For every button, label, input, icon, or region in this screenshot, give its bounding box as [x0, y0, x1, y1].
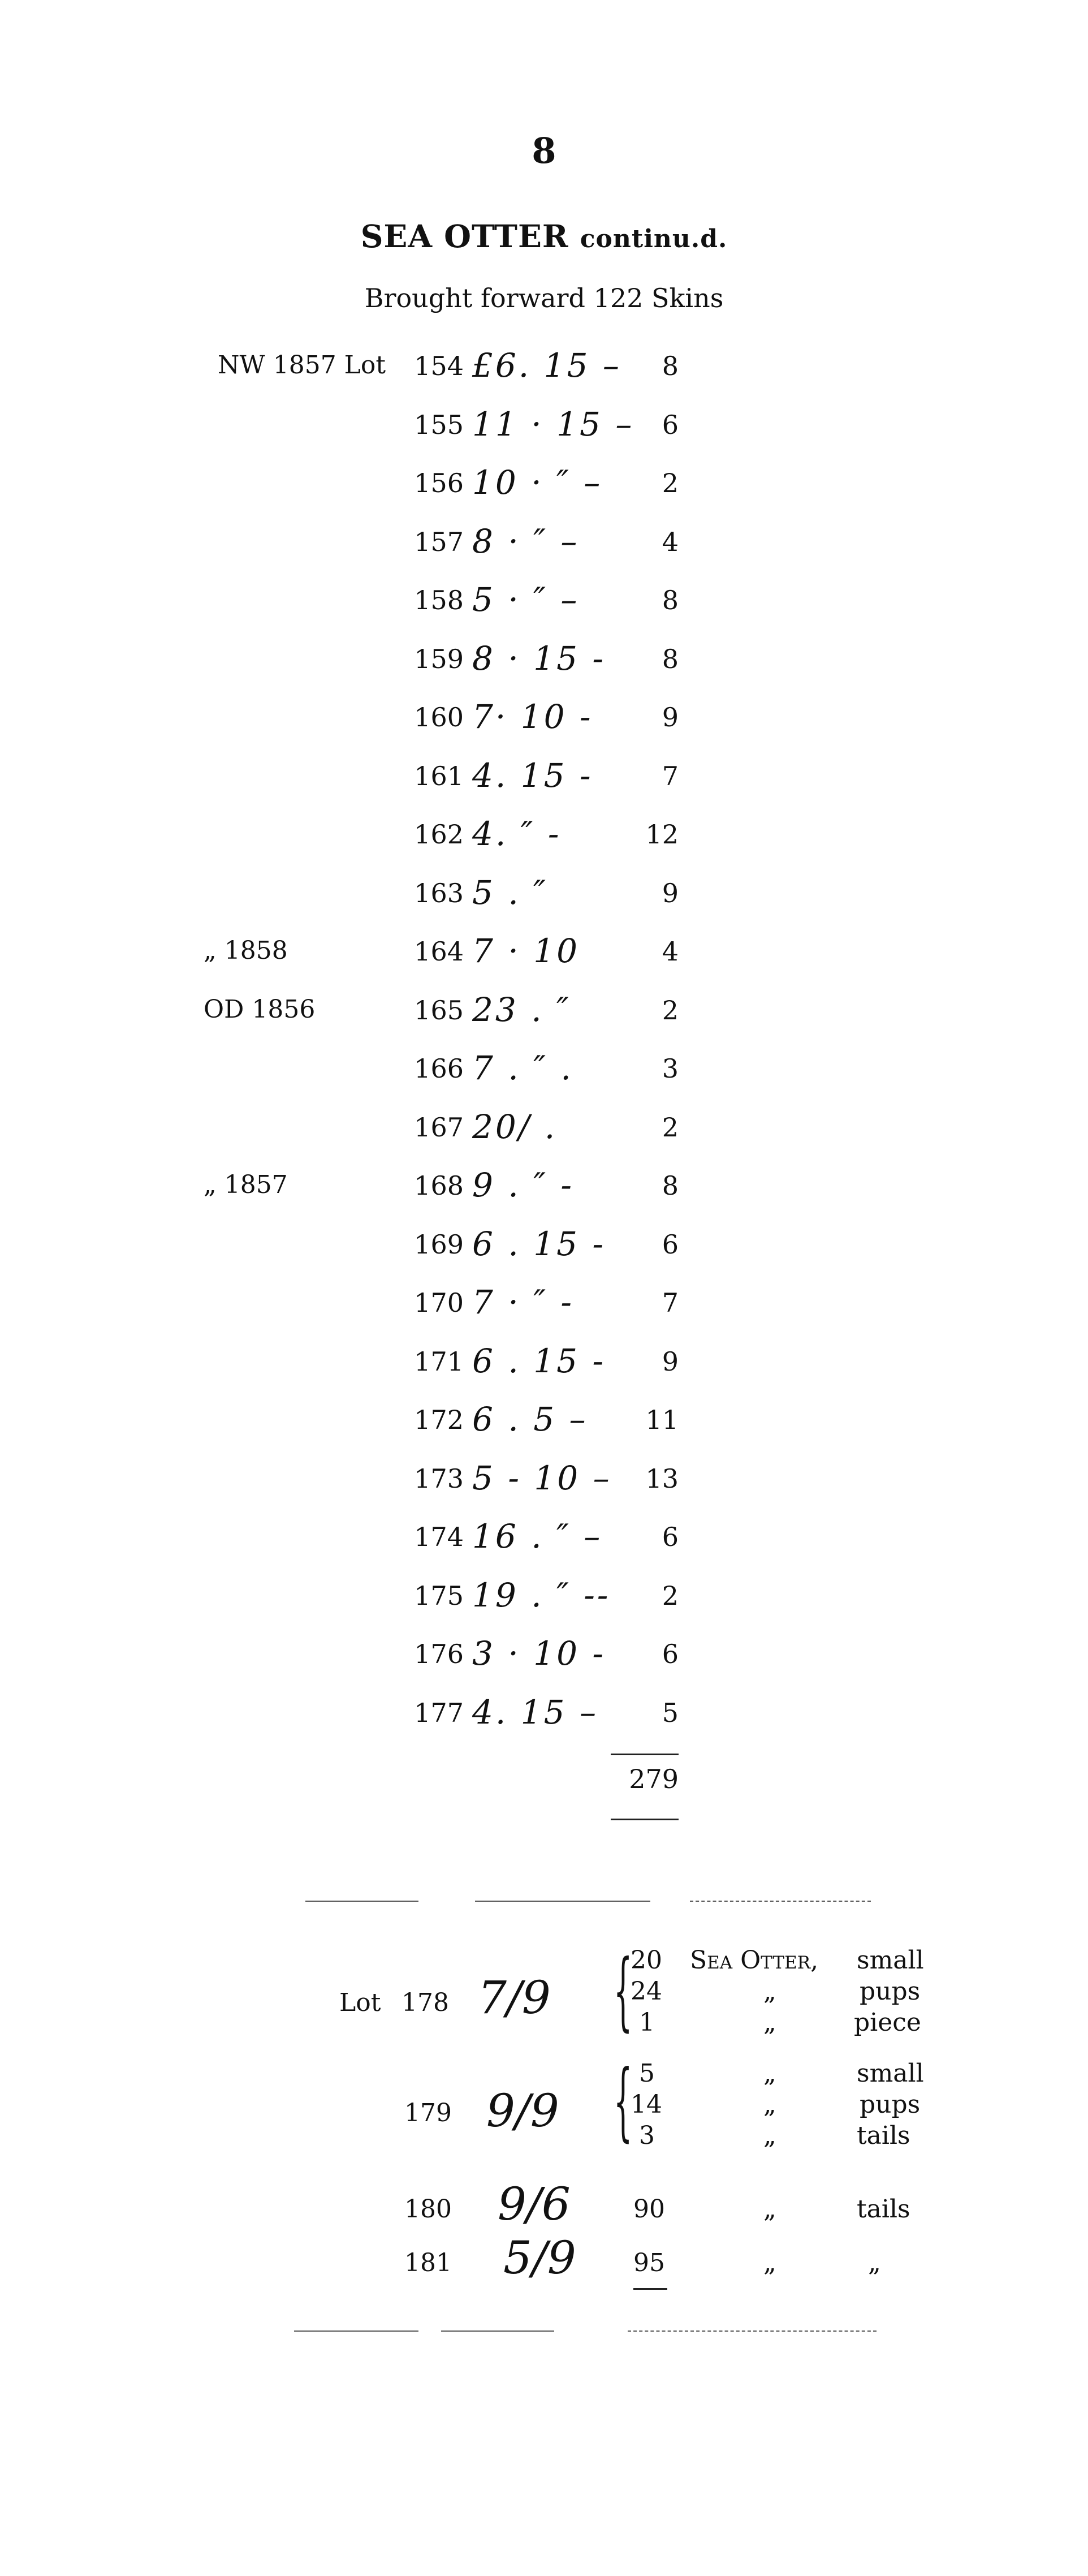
- lot-price: 23 . ″: [472, 990, 571, 1029]
- lot-row: [0, 815, 1088, 870]
- lot179-kind-3: tails: [857, 2121, 910, 2150]
- lot-skins: 2: [662, 994, 679, 1026]
- lot178-price: 7/9: [478, 1971, 551, 2024]
- lot-skins: 5: [662, 1697, 679, 1728]
- lot-skins: 9: [662, 877, 679, 908]
- lot179-label-3: „: [763, 2121, 776, 2150]
- lot-number: 169: [414, 1229, 464, 1260]
- lot178-count-1: 20: [631, 1946, 662, 1975]
- lot-row: [0, 1107, 1088, 1163]
- lot-skins: 7: [662, 1287, 679, 1318]
- lot-price: 5 - 10 –: [472, 1458, 612, 1497]
- page-number: 8: [532, 130, 556, 171]
- lot-row: [0, 522, 1088, 578]
- lot178-label-3: „: [763, 2008, 776, 2037]
- lot-skins: 6: [662, 409, 679, 440]
- lot-skins: 6: [662, 1229, 679, 1260]
- lot-number: 154: [414, 351, 464, 381]
- lot-row: [0, 756, 1088, 812]
- lot-number: 175: [414, 1580, 464, 1611]
- lot-row: [0, 932, 1088, 987]
- lot178-prefix: Lot: [339, 1988, 381, 2017]
- lot-row: [0, 346, 1088, 402]
- lot179-label-2: „: [763, 2090, 776, 2119]
- bottom-separator-1: [294, 2331, 418, 2332]
- lot-skins: 4: [662, 526, 679, 557]
- lot-row: [0, 1224, 1088, 1280]
- lot-price: 11 · 15 –: [472, 404, 634, 443]
- lot-number: 162: [414, 819, 464, 850]
- lot-number: 172: [414, 1405, 464, 1435]
- lot179-kind-2: pups: [860, 2090, 921, 2119]
- lot-row: [0, 1341, 1088, 1397]
- lot-skins: 11: [645, 1405, 679, 1435]
- lot-skins: 9: [662, 702, 679, 733]
- lot179-kind-1: small: [857, 2059, 924, 2088]
- lot178-label-2: „: [763, 1977, 776, 2006]
- lot-row: [0, 1458, 1088, 1514]
- lot181-rule: [633, 2288, 667, 2290]
- lot-row: [0, 1575, 1088, 1631]
- lot-row: [0, 1634, 1088, 1690]
- lot-price: 3 · 10 -: [472, 1634, 606, 1673]
- lot-price: 8 · 15 -: [472, 639, 606, 678]
- lot-number: 168: [414, 1170, 464, 1201]
- title-continued: continu․d.: [580, 225, 728, 253]
- lot-row: [0, 697, 1088, 753]
- lot-price: 7 . ″ .: [472, 1049, 573, 1087]
- lot179-label-1: „: [763, 2059, 776, 2088]
- lot-price: 7 · 10: [472, 932, 580, 970]
- lot-skins: 13: [645, 1463, 679, 1494]
- lot-row: [0, 1400, 1088, 1455]
- lot-note: „ 1858: [204, 936, 288, 965]
- lot-skins: 4: [662, 936, 679, 967]
- lot179-count-1: 5: [639, 2059, 655, 2088]
- lot180-kind: tails: [857, 2195, 910, 2224]
- lot-row: [0, 404, 1088, 460]
- lot-price: 7· 10 -: [472, 697, 593, 736]
- lot-skins: 8: [662, 585, 679, 615]
- lot178-kind-1: small: [857, 1946, 924, 1975]
- lot178-count-2: 24: [631, 1977, 662, 2006]
- lot179-price: 9/9: [486, 2084, 559, 2137]
- lot-number: 166: [414, 1053, 464, 1084]
- lot-skins: 6: [662, 1639, 679, 1669]
- lot181-price: 5/9: [503, 2232, 576, 2284]
- lot-row: [0, 639, 1088, 695]
- lot-number: 173: [414, 1463, 464, 1494]
- lot-number: 159: [414, 643, 464, 674]
- lot-price: 8 · ″ –: [472, 522, 580, 561]
- lot-skins: 8: [662, 1170, 679, 1201]
- lot-note: „ 1857: [204, 1170, 288, 1199]
- lot178-kind-2: pups: [860, 1977, 921, 2006]
- lot-number: 164: [414, 936, 464, 967]
- bottom-separator-3: [628, 2331, 877, 2332]
- lot-price: 16 . ″ –: [472, 1517, 603, 1556]
- lot-number: 156: [414, 468, 464, 498]
- lot179-count-2: 14: [631, 2090, 662, 2119]
- lot179-number: 179: [404, 2099, 452, 2127]
- lot-row: [0, 1517, 1088, 1573]
- brought-forward: Brought forward 122 Skins: [364, 283, 724, 313]
- lot181-number: 181: [404, 2248, 452, 2277]
- lot-number: 157: [414, 526, 464, 557]
- lot-price: 5 . ″: [472, 873, 548, 912]
- lot180-number: 180: [404, 2195, 452, 2224]
- lot-number: 160: [414, 702, 464, 733]
- lot178-label-1: Sea Otter,: [690, 1946, 819, 1975]
- lot180-count: 90: [633, 2195, 665, 2224]
- lot178-brace: {: [614, 1942, 633, 2040]
- lot-skins: 12: [645, 819, 679, 850]
- lot179-count-3: 3: [639, 2121, 655, 2150]
- lot-price: 6 . 15 -: [472, 1341, 606, 1380]
- lot-price: £6. 15 –: [472, 346, 621, 385]
- lot-note: OD 1856: [204, 994, 316, 1024]
- lot-number: 177: [414, 1697, 464, 1728]
- lot-price: 4. ″ -: [472, 815, 562, 853]
- lot181-count: 95: [633, 2248, 665, 2277]
- lot-number: 158: [414, 585, 464, 615]
- title-main: SEA OTTER: [360, 218, 569, 255]
- lot-price: 10 · ″ –: [472, 463, 603, 502]
- lot-number: 155: [414, 409, 464, 440]
- lot181-kind: „: [868, 2248, 881, 2277]
- lot180-price: 9/6: [498, 2178, 571, 2230]
- lot179-brace: {: [614, 2052, 633, 2151]
- lot-price: 4. 15 –: [472, 1692, 599, 1731]
- total-rule-top: [611, 1754, 679, 1755]
- page-title: [0, 218, 1088, 255]
- lot-row: [0, 463, 1088, 519]
- lot-number: 165: [414, 994, 464, 1026]
- lot-price: 5 · ″ –: [472, 580, 580, 619]
- lot-number: 170: [414, 1287, 464, 1318]
- lot-price: 7 · ″ -: [472, 1283, 574, 1321]
- separator-3: [690, 1901, 871, 1902]
- lot180-label: „: [763, 2195, 776, 2224]
- lot178-number: 178: [401, 1988, 449, 2017]
- lot-row: [0, 1166, 1088, 1221]
- lot-skins: 8: [662, 643, 679, 674]
- lot-price: 20/ .: [472, 1107, 558, 1146]
- lot-number: 161: [414, 760, 464, 791]
- lot-number: 167: [414, 1112, 464, 1143]
- bottom-separator-2: [441, 2331, 554, 2332]
- lot-price: 6 . 5 –: [472, 1400, 588, 1438]
- lot-skins: 6: [662, 1522, 679, 1552]
- lot-row: [0, 873, 1088, 929]
- lot-price: 19 . ″ --: [472, 1575, 611, 1614]
- lot-skins: 3: [662, 1053, 679, 1084]
- lot-skins: 9: [662, 1346, 679, 1377]
- separator-1: [305, 1901, 418, 1902]
- lot-number: 163: [414, 877, 464, 908]
- separator-2: [475, 1901, 650, 1902]
- lot-price: 9 . ″ -: [472, 1166, 574, 1204]
- lot-skins: 2: [662, 1580, 679, 1611]
- lot-number: 174: [414, 1522, 464, 1552]
- lot-row: [0, 580, 1088, 636]
- lot-skins: 7: [662, 760, 679, 791]
- lot-row: [0, 1049, 1088, 1104]
- lot178-kind-3: piece: [854, 2008, 921, 2037]
- lot-number: 176: [414, 1639, 464, 1669]
- lot-number: 171: [414, 1346, 464, 1377]
- lot-price: 6 . 15 -: [472, 1224, 606, 1263]
- lot178-count-3: 1: [639, 2008, 655, 2037]
- lot-row: [0, 990, 1088, 1046]
- total-rule-bottom: [611, 1819, 679, 1820]
- lot-note: NW 1857 Lot: [218, 351, 386, 380]
- lot-row: [0, 1283, 1088, 1338]
- lot-price: 4. 15 -: [472, 756, 593, 795]
- lot-skins: 2: [662, 1112, 679, 1143]
- lot-row: [0, 1692, 1088, 1748]
- lot-skins: 2: [662, 468, 679, 498]
- lot181-label: „: [763, 2248, 776, 2277]
- skins-total: 279: [629, 1764, 679, 1794]
- lot-skins: 8: [662, 351, 679, 381]
